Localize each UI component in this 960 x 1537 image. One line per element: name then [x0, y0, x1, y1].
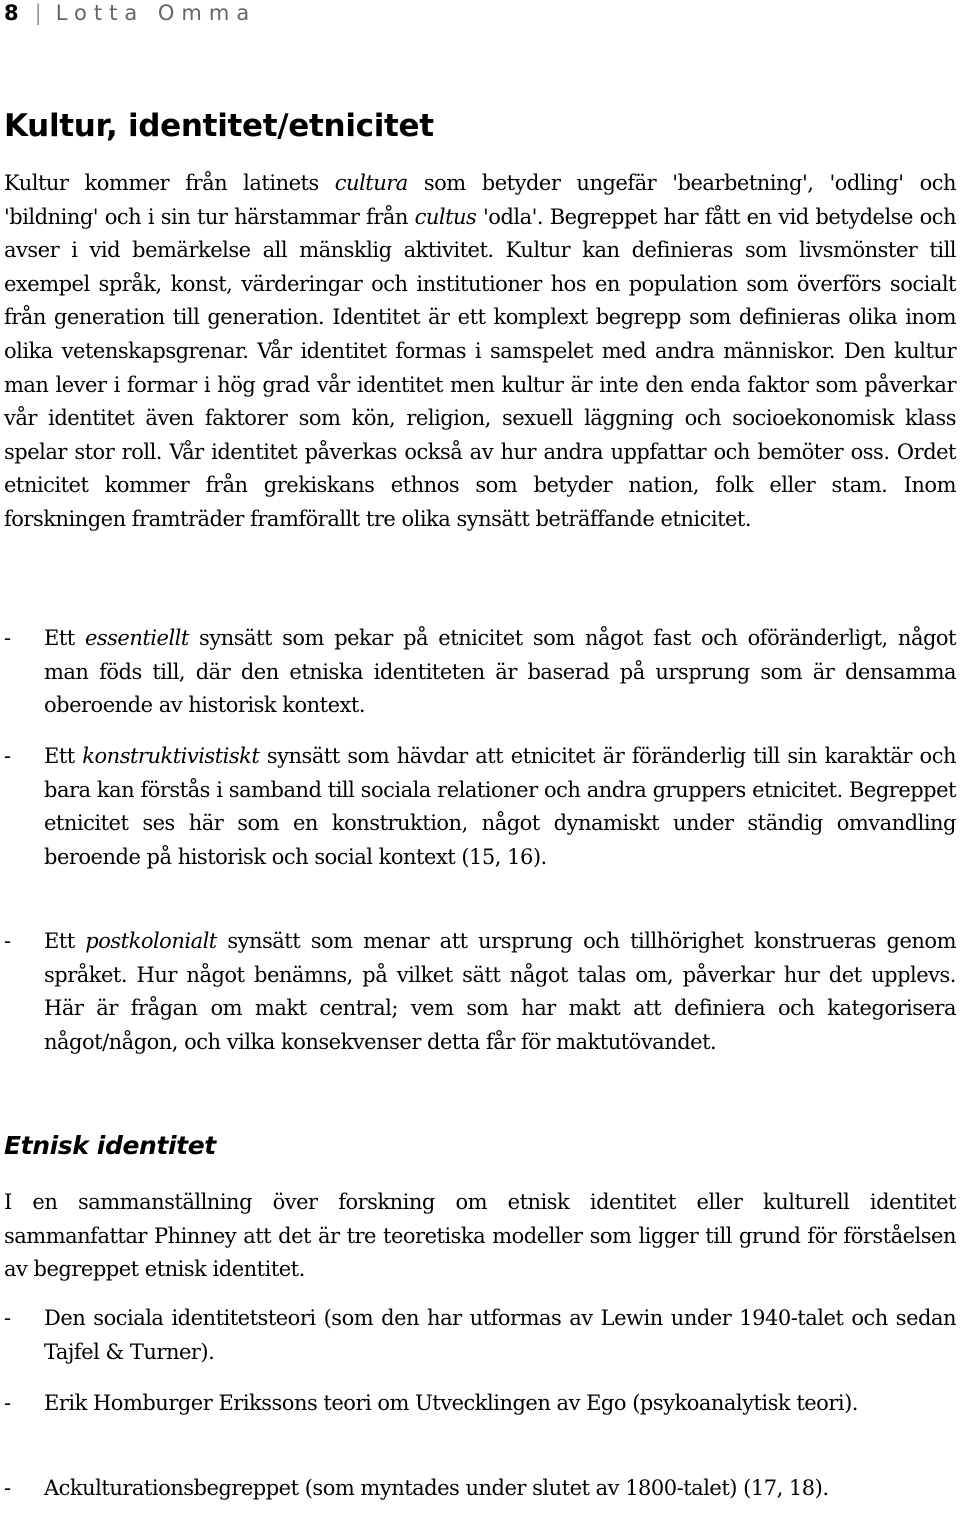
- header-separator: |: [34, 1, 42, 25]
- body-paragraph-etnisk: I en sammanställning över forskning om etnisk identitet eller kulturell identitet sammanfattar Phinney att det är tre teoretiska modeller som ligger till grund för förståelsen av begreppet etnisk identitet.: [4, 1190, 956, 1282]
- running-header: [4, 0, 256, 28]
- list-dash: -: [4, 1306, 12, 1330]
- body-paragraph-kultur: Kultur kommer från latinets cultura som betyder ungefär 'bearbetning', 'odling' och 'bildning' och i sin tur härstammar från cultus 'odla'. Begreppet har fått en vid betydelse och avser i vid bemärkelse all mänsklig aktivitet. Kultur kan definieras som livsmönster till exempel språk, konst, värderingar och institutioner hos en population som överförs socialt från generation till generation. Identitet är ett komplext begrepp som definieras olika inom olika vetenskapsgrenar. Vår identitet formas i samspelet med andra människor. Den kultur man lever i formar i hög grad vår identitet men kultur är inte den enda faktor som påverkar vår identitet även faktorer som kön, religion, sexuell läggning och socioekonomisk klass spelar stor roll. Vår identitet påverkas också av hur andra uppfattar och bemöter oss. Ordet etnicitet kommer från grekiskans ethnos som betyder nation, folk eller stam. Inom forskningen framträder framförallt tre olika synsätt beträffande etnicitet.: [4, 171, 957, 531]
- list-dash: -: [4, 1391, 12, 1415]
- list-item-eriksson: - Erik Homburger Erikssons teori om Utvecklingen av Ego (psykoanalytisk teori).: [4, 1387, 956, 1421]
- list-dash: -: [4, 1476, 12, 1500]
- section-heading-kultur: Kultur, identitet/etnicitet: [4, 108, 434, 144]
- header-author: Lotta Omma: [55, 1, 257, 25]
- list-item-social-identitetsteori: - Den sociala identitetsteori (som den har utformas av Lewin under 1940-talet och sedan Tajfel & Turner).: [4, 1302, 956, 1369]
- section-heading-etnisk-identitet: Etnisk identitet: [4, 1131, 216, 1160]
- list-dash: -: [4, 929, 12, 953]
- list-item-essentiellt: - Ett essentiellt synsätt som pekar på etnicitet som något fast och oföränderligt, något man föds till, där den etniska identiteten är baserad på ursprung som är densamma oberoende av historisk kontext.: [4, 622, 956, 723]
- list-item-postkolonialt: - Ett postkolonialt synsätt som menar att ursprung och tillhörighet konstrueras genom språket. Hur något benämns, på vilket sätt något talas om, påverkar hur det upplevs. Här är frågan om makt central; vem som har makt att definiera och kategorisera något/någon, och vilka konsekvenser detta får för maktutövandet.: [4, 925, 956, 1059]
- list-dash: -: [4, 744, 12, 768]
- list-item-konstruktivistiskt: - Ett konstruktivistiskt synsätt som hävdar att etnicitet är föränderlig till sin karaktär och bara kan förstås i samband till sociala relationer och andra gruppers etnicitet. Begreppet etnicitet ses här som en konstruktion, något dynamiskt under ständig omvandling beroende på historisk och social kontext (15, 16).: [4, 740, 956, 874]
- page-number: 8: [4, 1, 19, 25]
- list-dash: -: [4, 626, 12, 650]
- list-item-ackulturation: - Ackulturationsbegreppet (som myntades under slutet av 1800-talet) (17, 18).: [4, 1472, 956, 1506]
